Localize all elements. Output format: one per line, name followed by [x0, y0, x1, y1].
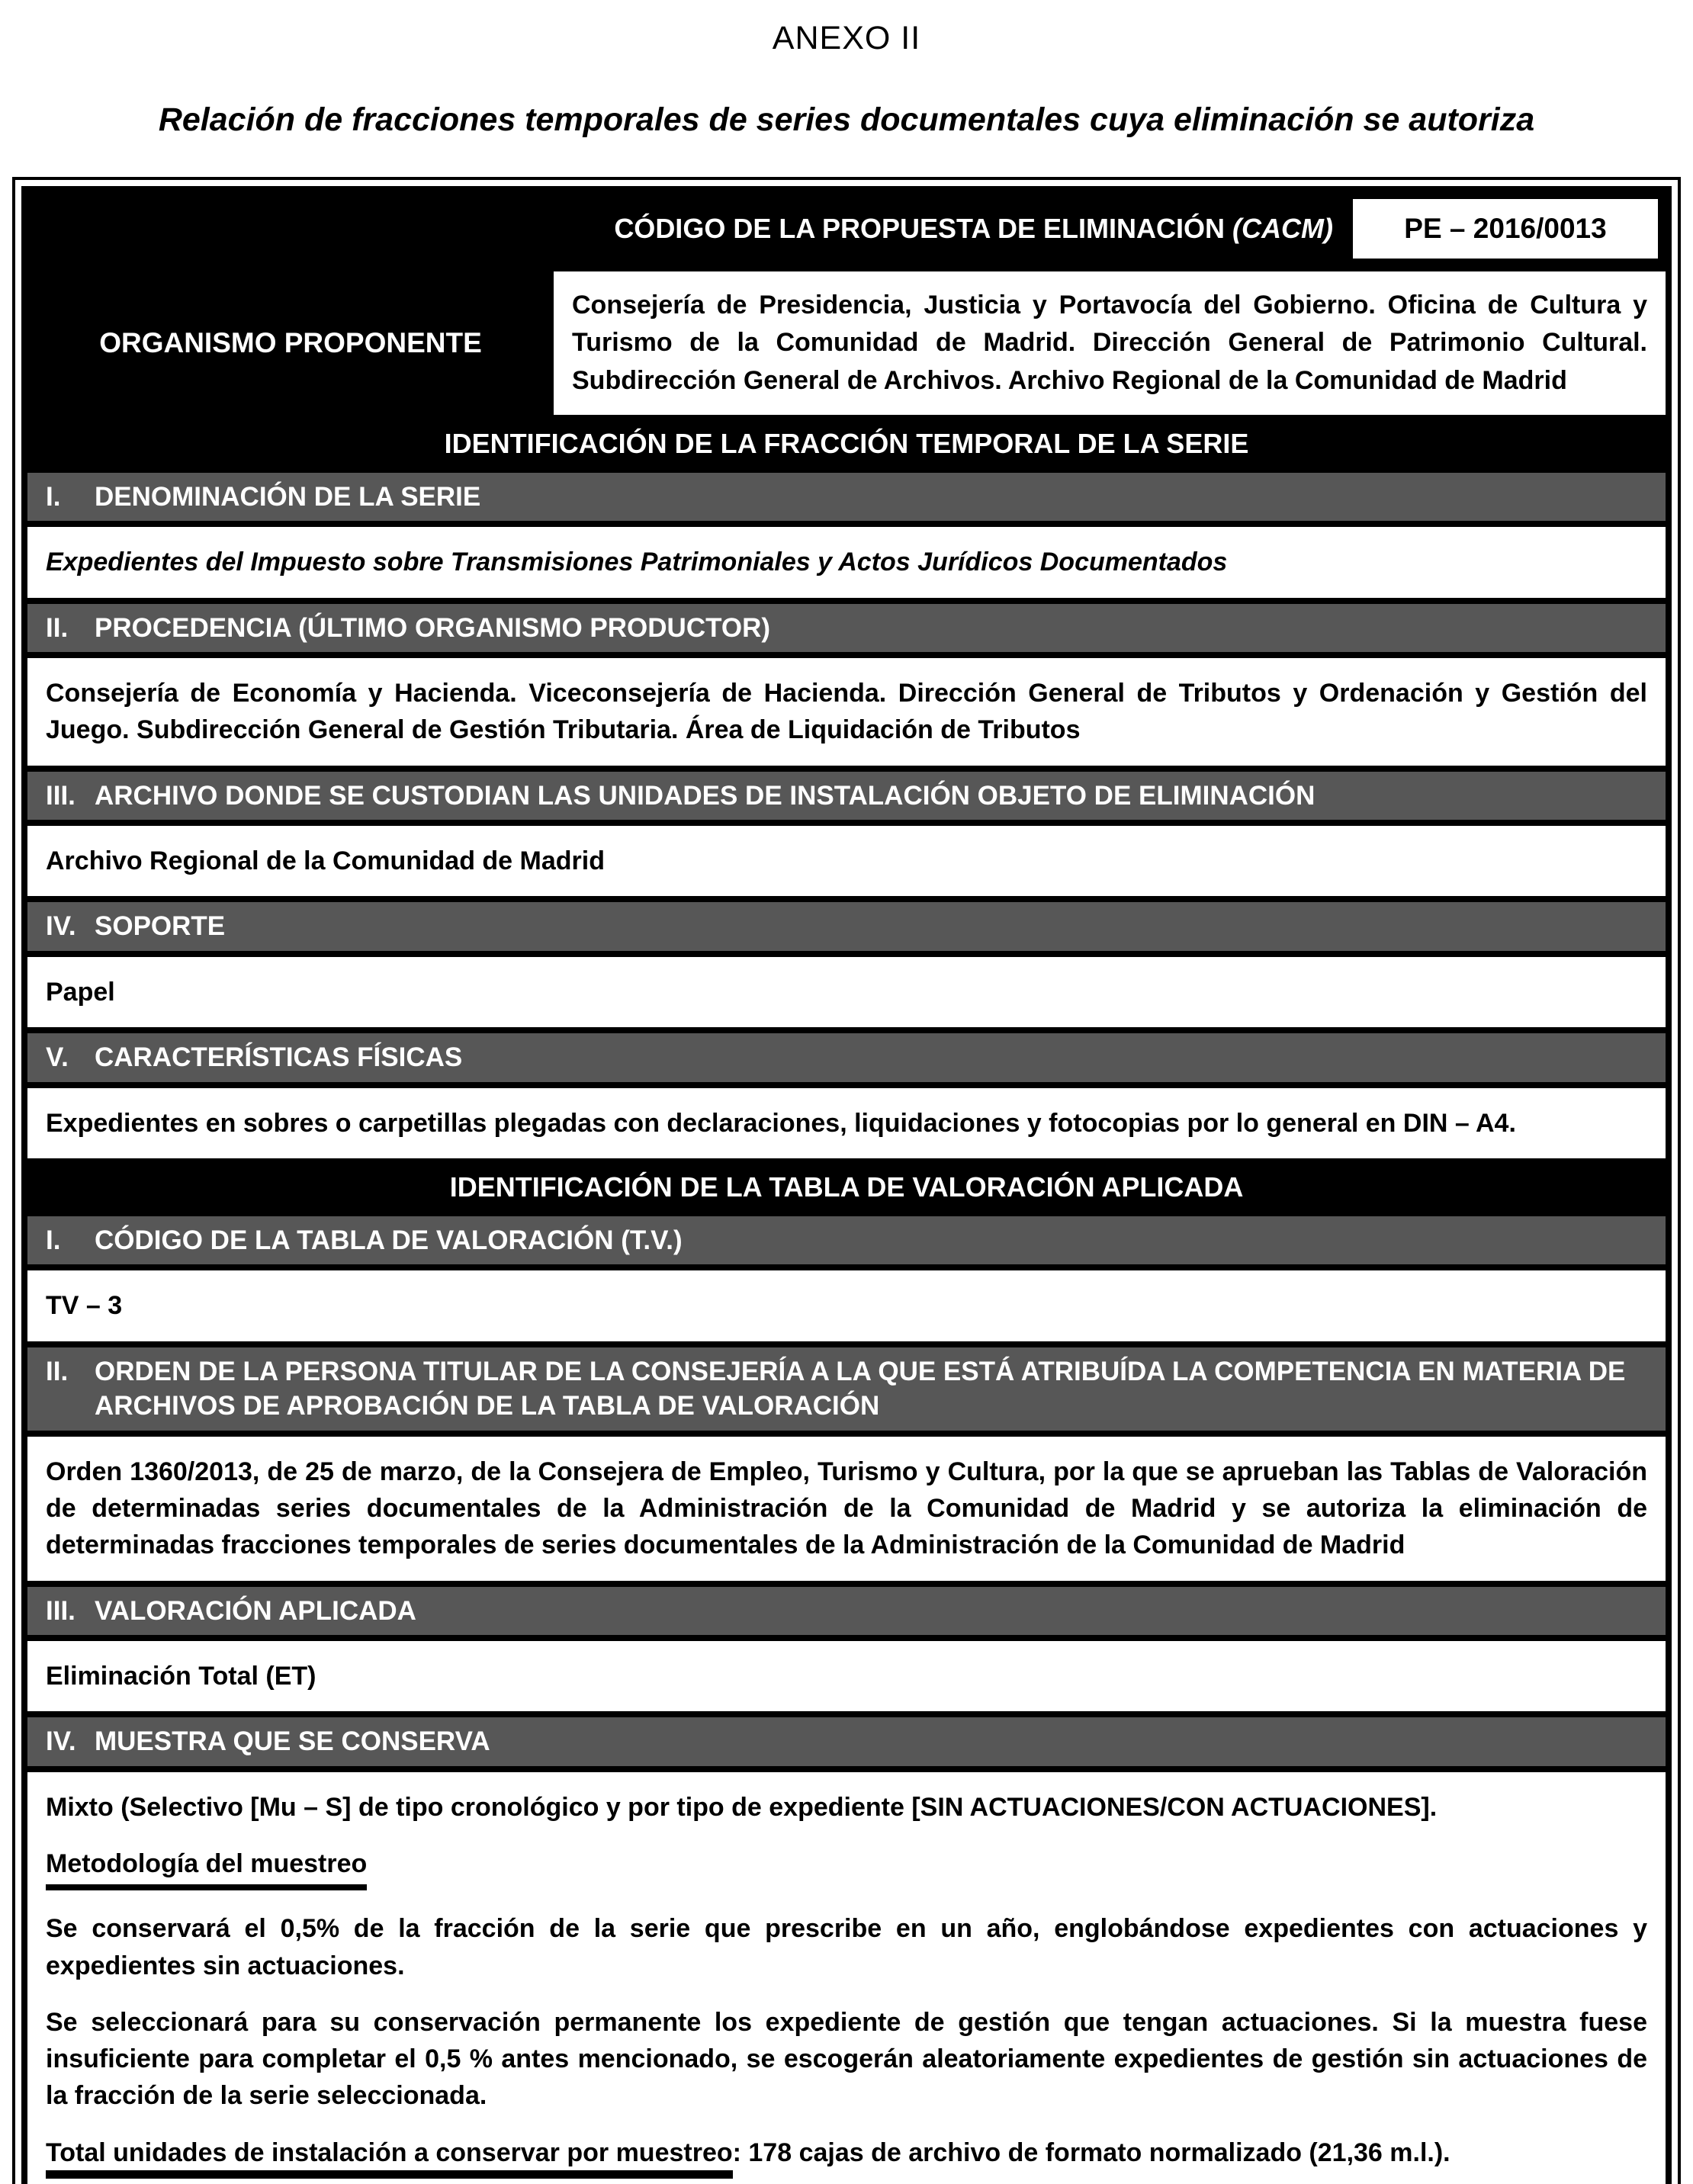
- section1-heading-denominacion: [27, 467, 1666, 522]
- content-valoracion: Eliminación Total (ET): [27, 1635, 1666, 1711]
- heading-text: PROCEDENCIA (ÚLTIMO ORGANISMO PRODUCTOR): [95, 612, 771, 643]
- heading-text: SOPORTE: [95, 911, 226, 942]
- content-orden: Orden 1360/2013, de 25 de marzo, de la Consejera de Empleo, Turismo y Cultura, por la que se aprueban las Tablas de Valoración de determinadas series documentales de la Administración de la Comunidad de Madrid y se autoriza la eliminación de determinadas fracciones temporales de series documentales de la Administración de la Comunidad de Madrid: [27, 1431, 1666, 1581]
- metodologia-underlined-text: Metodología del muestreo: [46, 1845, 367, 1890]
- total-underlined-text: Total unidades de instalación a conservar por muestreo: [46, 2138, 733, 2179]
- total-rest-text: : 178 cajas de archivo de formato normalizado (21,36 m.l.).: [732, 2137, 1450, 2167]
- heading-text: VALORACIÓN APLICADA: [95, 1595, 416, 1626]
- heading-text: CÓDIGO DE LA TABLA DE VALORACIÓN (T.V.): [95, 1225, 683, 1255]
- heading-text: ARCHIVO DONDE SE CUSTODIAN LAS UNIDADES DE INSTALACIÓN OBJETO DE ELIMINACIÓN: [95, 780, 1316, 811]
- heading-text: CARACTERÍSTICAS FÍSICAS: [95, 1042, 463, 1073]
- content-denominacion: Expedientes del Impuesto sobre Transmisiones Patrimoniales y Actos Jurídicos Documentados: [27, 521, 1666, 597]
- section1-heading-caracteristicas: [27, 1027, 1666, 1082]
- section1-heading-archivo: [27, 766, 1666, 821]
- organismo-value: Consejería de Presidencia, Justicia y Portavocía del Gobierno. Oficina de Cultura y Turismo de la Comunidad de Madrid. Dirección General de Patrimonio Cultural. Subdirección General de Archivos. Archivo Regional de la Comunidad de Madrid: [554, 271, 1666, 415]
- code-label: [614, 213, 1353, 245]
- heading-numeral: I.: [46, 481, 61, 512]
- section1-heading-soporte: [27, 896, 1666, 951]
- heading-numeral: III.: [46, 780, 75, 811]
- section1-title: IDENTIFICACIÓN DE LA FRACCIÓN TEMPORAL DE LA SERIE: [27, 415, 1666, 467]
- heading-text: ORDEN DE LA PERSONA TITULAR DE LA CONSEJERÍA A LA QUE ESTÁ ATRIBUÍDA LA COMPETENCIA EN MATERIA DE ARCHIVOS DE APROBACIÓN DE LA TABLA DE VALORACIÓN: [95, 1356, 1626, 1421]
- section2-heading-orden: [27, 1341, 1666, 1431]
- content-codigo-tv: TV – 3: [27, 1264, 1666, 1341]
- code-label-text: CÓDIGO DE LA PROPUESTA DE ELIMINACIÓN: [614, 213, 1226, 244]
- page-title: ANEXO II: [772, 20, 921, 56]
- heading-numeral: IV.: [46, 1726, 76, 1757]
- content-archivo: Archivo Regional de la Comunidad de Madrid: [27, 820, 1666, 896]
- organismo-row: [27, 265, 1666, 415]
- section2-title: IDENTIFICACIÓN DE LA TABLA DE VALORACIÓN APLICADA: [27, 1158, 1666, 1210]
- muestra-metodologia-heading: [46, 1845, 1647, 1890]
- content-soporte: Papel: [27, 951, 1666, 1027]
- code-header-row: [27, 192, 1666, 265]
- heading-text: DENOMINACIÓN DE LA SERIE: [95, 481, 481, 512]
- muestra-paragraph-seleccionara: Se seleccionará para su conservación permanente los expediente de gestión que tengan actuaciones. Si la muestra fuese insuficiente para completar el 0,5 % antes mencionado, se escogerán aleatoriamente expedientes de gestión sin actuaciones de la fracción de la serie seleccionada.: [46, 2007, 1647, 2111]
- proposal-table-outer-border: [12, 177, 1681, 2184]
- section1-heading-procedencia: [27, 598, 1666, 653]
- muestra-paragraph-mixto: Mixto (Selectivo [Mu – S] de tipo cronológico y por tipo de expediente [SIN ACTUACIONES/CON ACTUACIONES].: [46, 1792, 1438, 1822]
- section2-heading-codigo-tv: [27, 1210, 1666, 1265]
- heading-numeral: III.: [46, 1595, 75, 1626]
- muestra-paragraph-total: [46, 2134, 1647, 2171]
- heading-numeral: II.: [46, 612, 69, 643]
- content-muestra: [27, 1766, 1666, 2184]
- section2-heading-valoracion: [27, 1581, 1666, 1636]
- proposal-table: [21, 186, 1672, 2184]
- heading-numeral: IV.: [46, 911, 76, 942]
- code-value: PE – 2016/0013: [1353, 199, 1658, 259]
- page-subtitle: Relación de fracciones temporales de series documentales cuya eliminación se autoriza: [158, 101, 1535, 138]
- code-label-cacm: (CACM): [1232, 213, 1333, 244]
- organismo-label: ORGANISMO PROPONENTE: [27, 271, 554, 415]
- content-caracteristicas: Expedientes en sobres o carpetillas plegadas con declaraciones, liquidaciones y fotocopias por lo general en DIN – A4.: [27, 1082, 1666, 1158]
- heading-numeral: V.: [46, 1042, 69, 1073]
- heading-numeral: I.: [46, 1225, 61, 1255]
- heading-text: MUESTRA QUE SE CONSERVA: [95, 1726, 490, 1757]
- muestra-paragraph-conservara: Se conservará el 0,5% de la fracción de la serie que prescribe en un año, englobándose expedientes con actuaciones y expedientes sin actuaciones.: [46, 1914, 1647, 1980]
- heading-numeral: II.: [46, 1356, 69, 1386]
- content-procedencia: Consejería de Economía y Hacienda. Viceconsejería de Hacienda. Dirección General de Tributos y Ordenación y Gestión del Juego. Subdirección General de Gestión Tributaria. Área de Liquidación de Tributos: [27, 652, 1666, 766]
- section2-heading-muestra: [27, 1711, 1666, 1766]
